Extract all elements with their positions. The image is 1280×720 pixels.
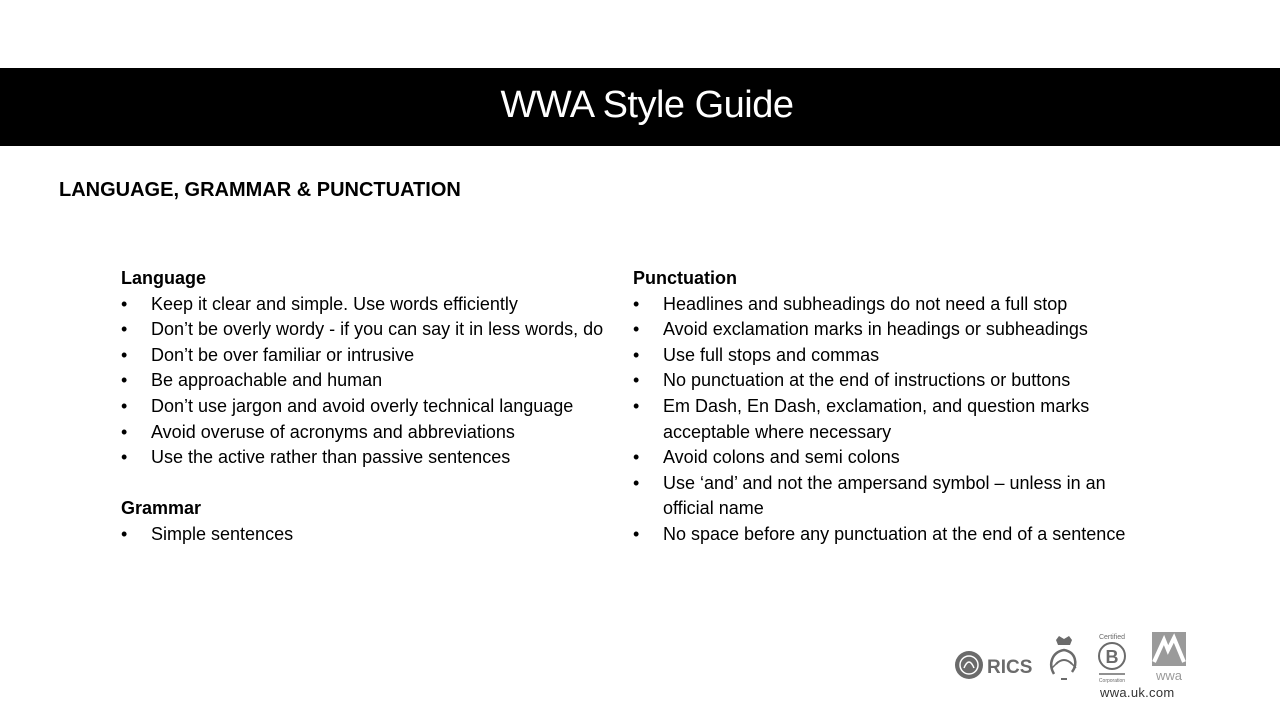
list-item: • Keep it clear and simple. Use words efficiently — [121, 292, 621, 318]
svg-text:Certified: Certified — [1098, 634, 1126, 641]
svg-text:wwa: wwa — [1155, 668, 1183, 682]
punctuation-list — [633, 292, 1153, 548]
grammar-heading: Grammar — [121, 498, 202, 519]
spacer — [121, 471, 621, 497]
wwa-logo-icon — [1150, 632, 1188, 682]
left-column — [121, 266, 621, 548]
list-item: • Be approachable and human — [121, 368, 621, 394]
punctuation-heading: Punctuation — [633, 268, 737, 288]
slide-title: WWA Style Guide — [500, 83, 794, 126]
svg-text:B: B — [1105, 647, 1119, 667]
list-item: • Use ‘and’ and not the ampersand symbol – unless in an official name — [633, 471, 1153, 522]
list-item: • Use the active rather than passive sentences — [121, 445, 621, 471]
language-list — [121, 292, 621, 471]
list-item: • Don’t be over familiar or intrusive — [121, 343, 621, 369]
footer-url: wwa.uk.com — [1100, 685, 1175, 700]
b-corp-icon — [1094, 632, 1130, 684]
list-item: • Simple sentences — [121, 522, 621, 548]
right-column — [633, 266, 1153, 548]
svg-text:Corporation: Corporation — [1098, 678, 1126, 684]
language-heading: Language — [121, 268, 207, 288]
list-item: • Avoid colons and semi colons — [633, 445, 1153, 471]
list-item: • Don’t use jargon and avoid overly technical language — [121, 394, 621, 420]
list-item: • Avoid exclamation marks in headings or subheadings — [633, 317, 1153, 343]
list-item: • Em Dash, En Dash, exclamation, and question marks acceptable where necessary — [633, 394, 1153, 445]
queens-award-icon — [1046, 634, 1082, 684]
svg-text:RICS: RICS — [987, 657, 1033, 678]
list-item: • Don’t be overly wordy - if you can say it in less words, do — [121, 317, 621, 343]
section-heading: LANGUAGE, GRAMMAR & PUNCTUATION — [59, 179, 461, 201]
list-item: • No punctuation at the end of instructions or buttons — [633, 368, 1153, 394]
rics-logo-icon — [953, 648, 1041, 682]
footer-logos — [950, 628, 1190, 688]
title-bar — [0, 68, 1280, 146]
list-item: • No space before any punctuation at the end of a sentence — [633, 522, 1153, 548]
list-item: • Use full stops and commas — [633, 343, 1153, 369]
list-item: • Avoid overuse of acronyms and abbreviations — [121, 420, 621, 446]
list-item: • Headlines and subheadings do not need a full stop — [633, 292, 1153, 318]
grammar-list — [121, 522, 621, 548]
